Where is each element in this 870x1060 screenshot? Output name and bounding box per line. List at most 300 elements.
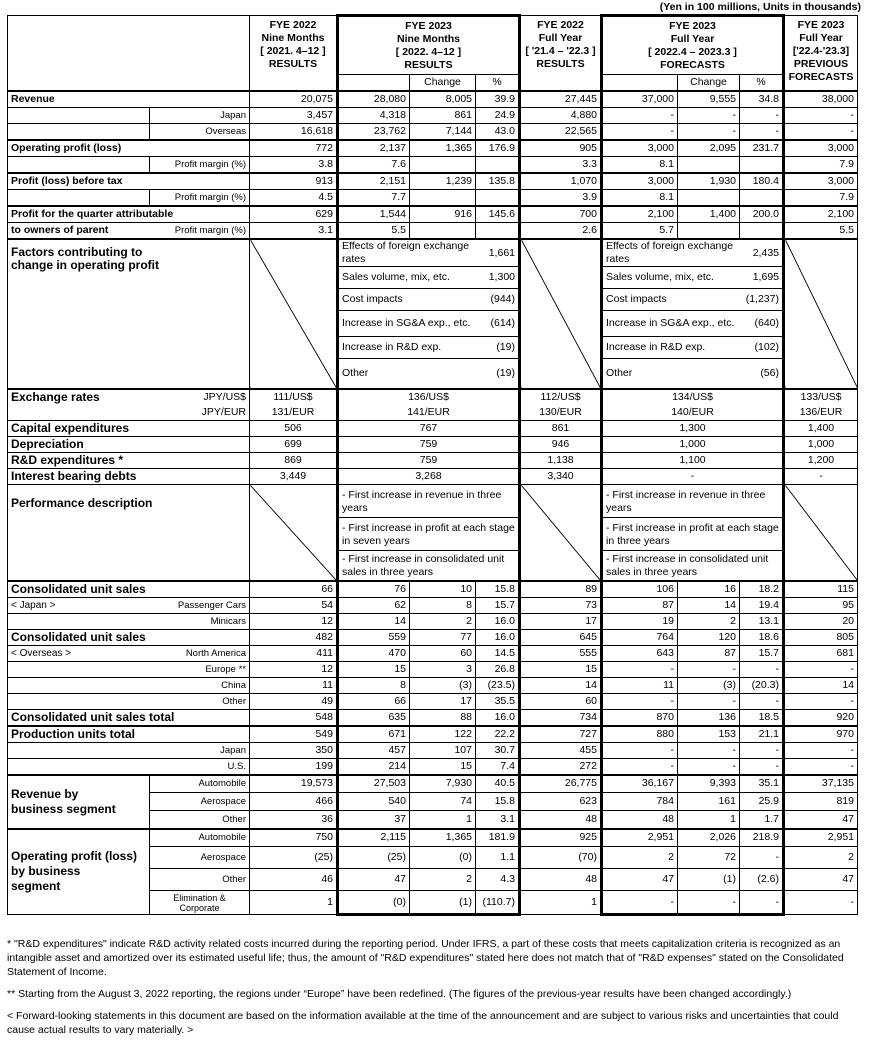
fx-usd-value: 134/US$ <box>602 389 784 405</box>
segment-name: Automobile <box>150 775 250 793</box>
value-cell: 14 <box>338 613 410 629</box>
value-cell: 49 <box>250 693 338 709</box>
header-line: FORECASTS <box>660 59 725 71</box>
value-cell: 60 <box>520 693 602 709</box>
diagonal-cell <box>250 485 338 581</box>
value-cell: 3.1 <box>250 223 338 240</box>
value-cell: 7.4 <box>476 758 520 775</box>
fx-usd-label: JPY/US$ <box>150 389 250 405</box>
value-cell: 95 <box>784 597 858 613</box>
value-cell: 72 <box>678 847 740 869</box>
value-cell: (3) <box>678 677 740 693</box>
value-cell: 506 <box>250 421 338 437</box>
row-label <box>8 613 150 629</box>
row-sublabel: Japan <box>150 108 250 124</box>
header-line: [ 2022.4 – 2023.3 ] <box>648 46 737 58</box>
factor-value: (640) <box>740 311 784 337</box>
value-cell: 35.5 <box>476 693 520 709</box>
value-cell: 39.9 <box>476 91 520 108</box>
header-pct: % <box>740 75 784 92</box>
value-cell <box>410 190 476 207</box>
value-cell: 1.1 <box>476 847 520 869</box>
factor-name: Increase in R&D exp. <box>338 337 476 359</box>
value-cell <box>678 157 740 174</box>
value-cell: 136 <box>678 709 740 726</box>
value-cell: 14.5 <box>476 645 520 661</box>
value-cell: - <box>740 891 784 915</box>
value-cell: 455 <box>520 742 602 758</box>
value-cell: 21.1 <box>740 726 784 743</box>
row-sublabel: Profit margin (%) <box>150 190 250 207</box>
header-line: Full Year <box>670 33 715 45</box>
value-cell: 759 <box>338 437 520 453</box>
value-cell: 548 <box>250 709 338 726</box>
header-c5 <box>784 16 858 92</box>
value-cell: - <box>678 758 740 775</box>
value-cell: 30.7 <box>476 742 520 758</box>
value-cell: 2,951 <box>602 829 678 847</box>
value-cell: 916 <box>410 206 476 223</box>
row-label: Interest bearing debts <box>8 469 250 485</box>
value-cell: 549 <box>250 726 338 743</box>
diagonal-cell <box>520 485 602 581</box>
value-cell: 1,138 <box>520 453 602 469</box>
value-cell: - <box>678 742 740 758</box>
row-label: Profit for the quarter attributable <box>8 206 250 223</box>
value-cell: 3.1 <box>476 811 520 829</box>
header-line: [ 2022. 4–12 ] <box>395 46 462 58</box>
value-cell: 3.8 <box>250 157 338 174</box>
table-row <box>8 726 858 743</box>
value-cell: (20.3) <box>740 677 784 693</box>
value-cell: 1,000 <box>602 437 784 453</box>
table-row <box>8 108 858 124</box>
factor-name: Increase in SG&A exp., etc. <box>602 311 740 337</box>
value-cell: 15 <box>520 661 602 677</box>
value-cell: 28,080 <box>338 91 410 108</box>
factor-name: Sales volume, mix, etc. <box>338 267 476 289</box>
value-cell: 27,503 <box>338 775 410 793</box>
value-cell: 3,000 <box>784 140 858 157</box>
value-cell: 36,167 <box>602 775 678 793</box>
value-cell: 5.5 <box>784 223 858 240</box>
value-cell: 272 <box>520 758 602 775</box>
value-cell: 1 <box>520 891 602 915</box>
value-cell: 7,930 <box>410 775 476 793</box>
row-label: < Overseas > <box>8 645 150 661</box>
header-blank <box>602 75 678 92</box>
value-cell: 699 <box>250 437 338 453</box>
value-cell: 2 <box>410 613 476 629</box>
value-cell: - <box>740 693 784 709</box>
value-cell: 87 <box>602 597 678 613</box>
row-sublabel: China <box>150 677 250 693</box>
value-cell: 73 <box>520 597 602 613</box>
value-cell: - <box>740 661 784 677</box>
table-row <box>8 597 858 613</box>
value-cell: 1 <box>250 891 338 915</box>
segment-name: Other <box>150 869 250 891</box>
value-cell: 1,239 <box>410 173 476 190</box>
table-row <box>8 613 858 629</box>
footnote-forward-looking: < Forward-looking statements in this document are based on the information available at the time of the announcement and are subject to various risks and uncertainties that could cause actual results to vary materially. > <box>7 1010 839 1036</box>
value-cell: 1,300 <box>602 421 784 437</box>
value-cell: 643 <box>602 645 678 661</box>
value-cell: 5.7 <box>602 223 678 240</box>
value-cell: 734 <box>520 709 602 726</box>
value-cell: 869 <box>250 453 338 469</box>
value-cell <box>410 223 476 240</box>
value-cell: 47 <box>602 869 678 891</box>
diagonal-cell <box>784 239 858 389</box>
row-label <box>8 108 150 124</box>
value-cell: - <box>602 758 678 775</box>
diagonal-cell <box>784 485 858 581</box>
value-cell <box>476 157 520 174</box>
value-cell: 231.7 <box>740 140 784 157</box>
value-cell: 970 <box>784 726 858 743</box>
op_seg-label <box>8 829 150 915</box>
row-label: < Japan > <box>8 597 150 613</box>
value-cell: 1,100 <box>602 453 784 469</box>
value-cell: 20 <box>784 613 858 629</box>
value-cell: - <box>740 108 784 124</box>
fx-label: Exchange rates <box>8 389 150 405</box>
value-cell: 16.0 <box>476 709 520 726</box>
row-sublabel: Profit margin (%) <box>150 223 250 240</box>
value-cell: 2.6 <box>520 223 602 240</box>
row-label <box>8 124 150 141</box>
value-cell: 4.5 <box>250 190 338 207</box>
value-cell: 764 <box>602 629 678 645</box>
header-blank <box>8 16 250 92</box>
fx-usd-value: 133/US$ <box>784 389 858 405</box>
value-cell: - <box>740 758 784 775</box>
table-row <box>8 223 858 240</box>
header-c2 <box>338 16 520 75</box>
table-row <box>8 140 858 157</box>
value-cell: 16.0 <box>476 613 520 629</box>
value-cell: 1,400 <box>784 421 858 437</box>
performance-text: - First increase in revenue in three years <box>602 485 784 518</box>
value-cell: 2,026 <box>678 829 740 847</box>
row-label <box>8 190 150 207</box>
value-cell: (0) <box>410 847 476 869</box>
value-cell: 411 <box>250 645 338 661</box>
row-label: Depreciation <box>8 437 250 453</box>
row-label: Consolidated unit sales <box>8 581 250 598</box>
value-cell: 819 <box>784 793 858 811</box>
value-cell: - <box>678 124 740 141</box>
value-cell: 784 <box>602 793 678 811</box>
factor-value: (1,237) <box>740 289 784 311</box>
fx-usd-value: 111/US$ <box>250 389 338 405</box>
value-cell: 76 <box>338 581 410 598</box>
value-cell: 18.6 <box>740 629 784 645</box>
value-cell: 19.4 <box>740 597 784 613</box>
performance-text: - First increase in consolidated unit sales in three years <box>338 551 520 581</box>
value-cell: - <box>784 758 858 775</box>
value-cell: 925 <box>520 829 602 847</box>
value-cell: 905 <box>520 140 602 157</box>
value-cell: 635 <box>338 709 410 726</box>
value-cell: 1,400 <box>678 206 740 223</box>
value-cell: 66 <box>338 693 410 709</box>
factor-value: (19) <box>476 359 520 389</box>
performance-text: - First increase in profit at each stage in seven years <box>338 518 520 551</box>
value-cell: 8.1 <box>602 157 678 174</box>
diagonal-cell <box>250 239 338 389</box>
value-cell: 19 <box>602 613 678 629</box>
value-cell: 36 <box>250 811 338 829</box>
value-cell: (2.6) <box>740 869 784 891</box>
value-cell: 7.6 <box>338 157 410 174</box>
value-cell: - <box>784 124 858 141</box>
value-cell: 27,445 <box>520 91 602 108</box>
value-cell: 870 <box>602 709 678 726</box>
value-cell: 14 <box>678 597 740 613</box>
value-cell: 3,000 <box>602 140 678 157</box>
value-cell: - <box>602 108 678 124</box>
value-cell: 4,880 <box>520 108 602 124</box>
table-row <box>8 485 858 518</box>
table-row <box>8 389 858 405</box>
factor-name: Increase in R&D exp. <box>602 337 740 359</box>
value-cell <box>678 223 740 240</box>
value-cell: (1) <box>678 869 740 891</box>
row-label <box>8 693 150 709</box>
table-row <box>8 239 858 267</box>
value-cell: 48 <box>520 811 602 829</box>
value-cell: 2,115 <box>338 829 410 847</box>
value-cell: - <box>784 891 858 915</box>
value-cell: 8,005 <box>410 91 476 108</box>
value-cell: 8.1 <box>602 190 678 207</box>
header-line: FYE 2022 <box>537 19 584 31</box>
value-cell: 861 <box>410 108 476 124</box>
value-cell: 767 <box>338 421 520 437</box>
table-row <box>8 709 858 726</box>
header-line: RESULTS <box>536 58 585 70</box>
value-cell: 77 <box>410 629 476 645</box>
table-row <box>8 693 858 709</box>
value-cell: 350 <box>250 742 338 758</box>
fx-eur-value: 130/EUR <box>520 405 602 421</box>
value-cell: 727 <box>520 726 602 743</box>
value-cell: 7.9 <box>784 190 858 207</box>
header-line: PREVIOUS <box>793 58 849 70</box>
value-cell: 54 <box>250 597 338 613</box>
value-cell: 16,618 <box>250 124 338 141</box>
table-row <box>8 405 858 421</box>
value-cell: 48 <box>602 811 678 829</box>
value-cell: 66 <box>250 581 338 598</box>
value-cell: 180.4 <box>740 173 784 190</box>
value-cell: 18.2 <box>740 581 784 598</box>
value-cell: 89 <box>520 581 602 598</box>
value-cell: 9,393 <box>678 775 740 793</box>
value-cell: 1 <box>678 811 740 829</box>
value-cell: 218.9 <box>740 829 784 847</box>
header-c1 <box>250 16 338 92</box>
label-line: segment <box>11 879 61 894</box>
value-cell <box>476 223 520 240</box>
value-cell: 176.9 <box>476 140 520 157</box>
factor-name: Other <box>602 359 740 389</box>
segment-name: Aerospace <box>150 847 250 869</box>
row-label: Operating profit (loss) <box>8 140 250 157</box>
value-cell: - <box>678 891 740 915</box>
header-change: Change <box>410 75 476 92</box>
value-cell: - <box>740 124 784 141</box>
factor-value: (944) <box>476 289 520 311</box>
value-cell: - <box>602 661 678 677</box>
factor-name: Cost impacts <box>602 289 740 311</box>
row-label: Capital expenditures <box>8 421 250 437</box>
header-c3 <box>520 16 602 92</box>
value-cell: 15.7 <box>740 645 784 661</box>
row-label: Revenue <box>8 91 250 108</box>
row-sublabel: Overseas <box>150 124 250 141</box>
value-cell: 47 <box>784 811 858 829</box>
value-cell: 913 <box>250 173 338 190</box>
value-cell: 8 <box>338 677 410 693</box>
row-sublabel: Minicars <box>150 613 250 629</box>
fx-eur-value: 141/EUR <box>338 405 520 421</box>
performance-text: - First increase in revenue in three years <box>338 485 520 518</box>
value-cell: - <box>784 108 858 124</box>
value-cell: 15 <box>410 758 476 775</box>
value-cell: - <box>740 742 784 758</box>
row-label: Consolidated unit sales <box>8 629 250 645</box>
header-line: Nine Months <box>261 32 325 44</box>
label-line: Operating profit (loss) <box>11 849 137 864</box>
value-cell: 880 <box>602 726 678 743</box>
value-cell: 3.9 <box>520 190 602 207</box>
value-cell: 2 <box>602 847 678 869</box>
value-cell: 15 <box>338 661 410 677</box>
value-cell: 74 <box>410 793 476 811</box>
table-row <box>8 775 858 793</box>
value-cell: 772 <box>250 140 338 157</box>
unit-note: (Yen in 100 millions, Units in thousands) <box>659 1 861 13</box>
table-row <box>8 16 858 75</box>
header-line: Full Year <box>799 32 843 44</box>
label-line: Factors contributing to <box>11 245 143 259</box>
performance-text: - First increase in consolidated unit sales in three years <box>602 551 784 581</box>
value-cell: 3,340 <box>520 469 602 485</box>
value-cell: 1 <box>410 811 476 829</box>
value-cell: 37 <box>338 811 410 829</box>
value-cell: 3,268 <box>338 469 520 485</box>
fx-eur-value: 140/EUR <box>602 405 784 421</box>
table-row <box>8 206 858 223</box>
factor-value: 2,435 <box>740 239 784 267</box>
value-cell: - <box>784 742 858 758</box>
row-label <box>8 742 150 758</box>
blank-cell <box>8 405 150 421</box>
value-cell: 1,365 <box>410 140 476 157</box>
value-cell: 37,000 <box>602 91 678 108</box>
row-label: Production units total <box>8 726 250 743</box>
value-cell: 26,775 <box>520 775 602 793</box>
value-cell: 115 <box>784 581 858 598</box>
value-cell: - <box>602 124 678 141</box>
header-line: Nine Months <box>397 33 460 45</box>
factor-name: Cost impacts <box>338 289 476 311</box>
performance-text: - First increase in profit at each stage in three years <box>602 518 784 551</box>
value-cell: 805 <box>784 629 858 645</box>
value-cell: 17 <box>410 693 476 709</box>
value-cell: 3 <box>410 661 476 677</box>
factor-name: Effects of foreign exchange rates <box>602 239 740 267</box>
table-row <box>8 629 858 645</box>
value-cell: - <box>602 469 784 485</box>
table-row <box>8 173 858 190</box>
header-line: FYE 2023 <box>797 19 845 31</box>
value-cell: 1,544 <box>338 206 410 223</box>
value-cell: 2,137 <box>338 140 410 157</box>
value-cell: 1,365 <box>410 829 476 847</box>
value-cell: 5.5 <box>338 223 410 240</box>
row-label <box>8 661 150 677</box>
row-sublabel: Profit margin (%) <box>150 157 250 174</box>
label-line: Revenue by <box>11 786 79 801</box>
value-cell: 200.0 <box>740 206 784 223</box>
value-cell: 13.1 <box>740 613 784 629</box>
table-row <box>8 742 858 758</box>
footnote-europe: ** Starting from the August 3, 2022 reporting, the regions under “Europe” have been redefined. (The figures of the previous-year results have been changed accordingly.) <box>7 988 792 1000</box>
value-cell <box>410 157 476 174</box>
value-cell: 62 <box>338 597 410 613</box>
value-cell: 1,000 <box>784 437 858 453</box>
value-cell: 1.7 <box>740 811 784 829</box>
segment-name: Elimination & Corporate <box>150 891 250 915</box>
value-cell: 681 <box>784 645 858 661</box>
value-cell: 161 <box>678 793 740 811</box>
value-cell: - <box>678 661 740 677</box>
value-cell: 623 <box>520 793 602 811</box>
value-cell: 48 <box>520 869 602 891</box>
value-cell: 23,762 <box>338 124 410 141</box>
header-pct: % <box>476 75 520 92</box>
value-cell: 181.9 <box>476 829 520 847</box>
value-cell <box>740 223 784 240</box>
row-sublabel: U.S. <box>150 758 250 775</box>
value-cell <box>740 190 784 207</box>
value-cell: 88 <box>410 709 476 726</box>
row-label: Consolidated unit sales total <box>8 709 250 726</box>
value-cell: 920 <box>784 709 858 726</box>
value-cell: 40.5 <box>476 775 520 793</box>
value-cell <box>740 157 784 174</box>
value-cell: 22,565 <box>520 124 602 141</box>
value-cell: 24.9 <box>476 108 520 124</box>
value-cell: - <box>784 693 858 709</box>
row-sublabel: Other <box>150 693 250 709</box>
value-cell <box>678 190 740 207</box>
value-cell: 9,555 <box>678 91 740 108</box>
segment-name: Other <box>150 811 250 829</box>
value-cell: 22.2 <box>476 726 520 743</box>
value-cell: - <box>784 469 858 485</box>
table-row <box>8 677 858 693</box>
header-line: FYE 2023 <box>405 20 452 32</box>
value-cell: 16 <box>678 581 740 598</box>
label-line: change in operating profit <box>11 258 160 272</box>
row-label: Profit (loss) before tax <box>8 173 250 190</box>
row-sublabel: Japan <box>150 742 250 758</box>
